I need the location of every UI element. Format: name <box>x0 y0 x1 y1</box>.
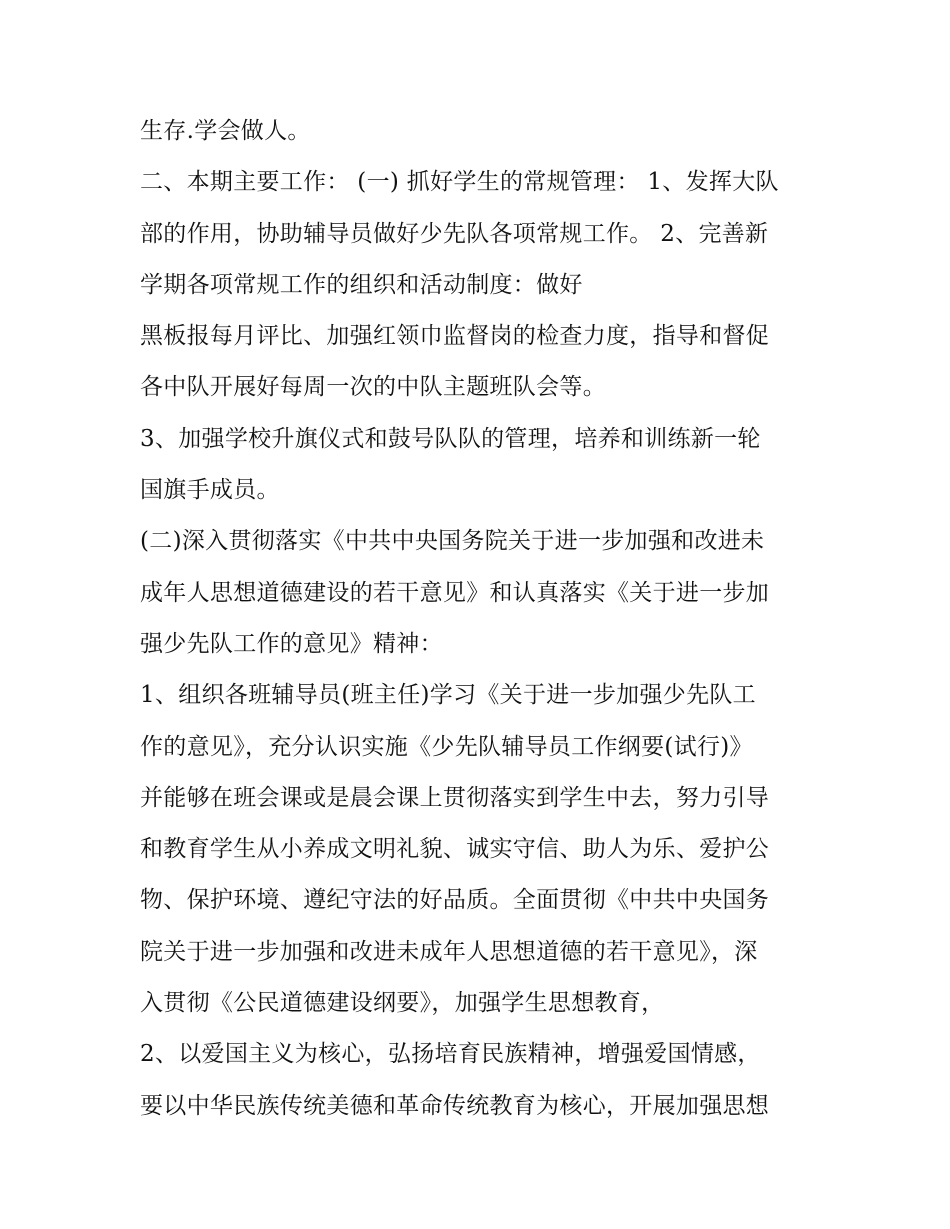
text-line: 国旗手成员。 <box>140 477 280 504</box>
text-line: 部的作用，协助辅导员做好少先队各项常规工作。 2、完善新 <box>140 220 769 247</box>
text-line: 物、保护环境、遵纪守法的好品质。全面贯彻《中共中央国务 <box>140 887 770 914</box>
text-line: 二、本期主要工作： (一) 抓好学生的常规管理： 1、发挥大队 <box>140 169 779 196</box>
text-line: 要以中华民族传统美德和革命传统教育为核心，开展加强思想 <box>140 1092 770 1119</box>
text-line: 黑板报每月评比、加强红领巾监督岗的检查力度，指导和督促 <box>140 323 770 350</box>
text-line: 院关于进一步加强和改进未成年人思想道德的若干意见》，深 <box>140 938 758 965</box>
text-line: 作的意见》，充分认识实施《少先队辅导员工作纲要(试行)》 <box>140 733 753 760</box>
document-body <box>140 106 840 1132</box>
text-line: 并能够在班会课或是晨会课上贯彻落实到学生中去，努力引导 <box>140 784 770 811</box>
text-line: 成年人思想道德建设的若干意见》和认真落实《关于进一步加 <box>140 579 770 606</box>
text-line: 1、组织各班辅导员(班主任)学习《关于进一步加强少先队工 <box>140 682 756 709</box>
text-line: 生存.学会做人。 <box>140 118 311 144</box>
text-line: 3、加强学校升旗仪式和鼓号队队的管理，培养和训练新一轮 <box>140 425 761 452</box>
text-line: 和教育学生从小养成文明礼貌、诚实守信、助人为乐、爱护公 <box>140 836 770 863</box>
text-line: 学期各项常规工作的组织和活动制度：做好 <box>140 271 583 298</box>
text-line: 入贯彻《公民道德建设纲要》，加强学生思想教育， <box>140 990 665 1017</box>
text-line: 强少先队工作的意见》精神： <box>140 630 443 657</box>
text-line: 2、以爱国主义为核心，弘扬培育民族精神，增强爱国情感， <box>140 1041 761 1068</box>
text-line: (二)深入贯彻落实《中共中央国务院关于进一步加强和改进未 <box>140 528 765 555</box>
text-line: 各中队开展好每周一次的中队主题班队会等。 <box>140 374 606 401</box>
